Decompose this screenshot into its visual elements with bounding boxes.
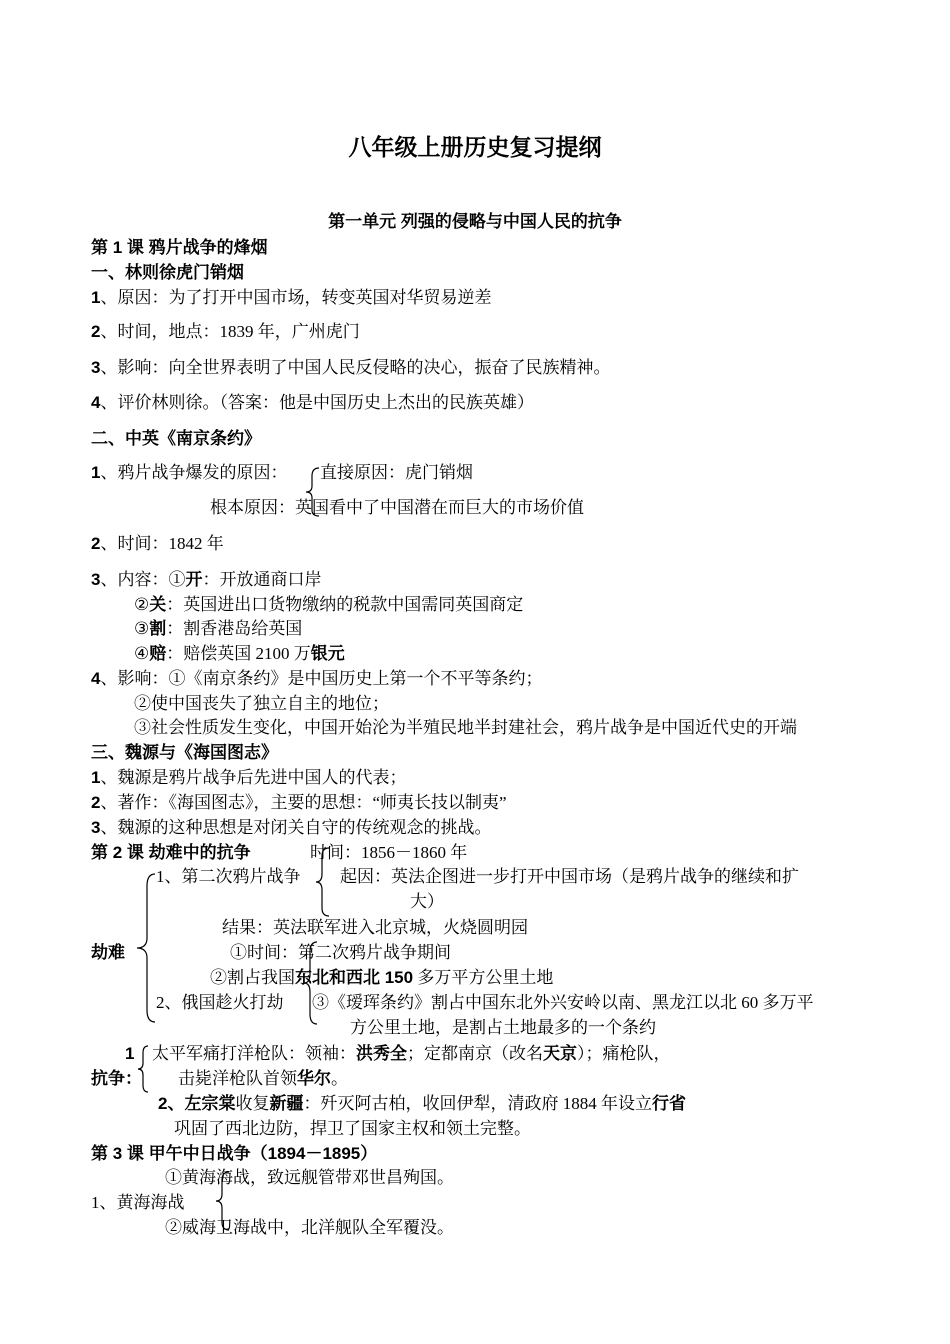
russia-label: 2、俄国趁火打劫 [156,993,284,1012]
taiping-line: 太平军痛打洋枪队：领袖：洪秀全；定都南京（改名天京）；痛枪队， [152,1044,671,1063]
brace-icon [301,940,321,1026]
content-item: ③割：割香港岛给英国 [134,619,303,638]
zuo-line-cont: 巩固了西北边防，捍卫了国家主权和领土完整。 [174,1119,531,1138]
content-item: ④赔：赔偿英国 2100 万银元 [134,644,345,663]
cause-root: 根本原因：英国看中了中国潜在而巨大的市场价值 [210,498,584,517]
time-item: 2、时间：1842 年 [91,534,224,553]
war2-time: 时间：1856－1860 年 [310,843,468,862]
yellow-sea-item: ①黄海海战，致远舰管带邓世昌殉国。 [165,1168,454,1187]
content-item: 3、内容：①开：开放通商口岸 [91,570,322,589]
russia-time: ①时间：第二次鸦片战争期间 [230,943,451,962]
russia-treaty-cont: 方公里土地，是割占土地最多的一个条约 [350,1018,656,1037]
war2-label: 1、第二次鸦片战争 [156,867,301,886]
impact-item: ③社会性质发生变化，中国开始沦为半殖民地半封建社会，鸦片战争是中国近代史的开端 [134,718,797,737]
list-item: 2、时间，地点：1839 年，广州虎门 [91,322,360,341]
russia-land: ②割占我国东北和西北 150 多万平方公里土地 [210,968,554,987]
impact-item: ②使中国丧失了独立自主的地位； [134,694,389,713]
yellow-sea-label: 1、黄海海战 [91,1193,185,1212]
war2-result: 结果：英法联军进入北京城，火烧圆明园 [222,918,528,937]
resist-num: 1 [125,1044,135,1063]
section-heading: 二、中英《南京条约》 [91,429,261,448]
disaster-label: 劫难 [91,943,125,962]
war2-cause: 起因：英法企图进一步打开中国市场（是鸦片战争的继续和扩 [340,867,799,886]
resist-label: 抗争： [91,1069,142,1088]
unit-heading: 第一单元 列强的侵略与中国人民的抗争 [328,212,622,231]
impact-item: 4、影响：①《南京条约》是中国历史上第一个不平等条约； [91,669,543,688]
content-item: ②关：英国进出口货物缴纳的税款中国需同英国商定 [134,595,524,614]
list-item: 2、著作：《海国图志》，主要的思想：“师夷长技以制夷” [91,793,507,812]
section-heading: 三、魏源与《海国图志》 [91,743,278,762]
section-heading: 一、林则徐虎门销烟 [91,263,244,282]
war2-cause-cont: 大） [410,892,444,911]
list-item: 4、评价林则徐。（答案：他是中国历史上杰出的民族英雄） [91,393,534,412]
list-item: 1、原因：为了打开中国市场，转变英国对华贸易逆差 [91,288,492,307]
weihai-item: ②威海卫海战中，北洋舰队全军覆没。 [165,1218,454,1237]
lesson-2-heading: 第 2 课 劫难中的抗争 [91,843,251,862]
russia-treaty: ③《瑷珲条约》割占中国东北外兴安岭以南、黑龙江以北 60 多万平 [312,993,814,1012]
lesson-3-heading: 第 3 课 甲午中日战争（1894－1895） [91,1144,378,1163]
cause-direct: 直接原因：虎门销烟 [320,463,473,482]
brace-icon [313,846,333,918]
taiping-line-cont: 击毙洋枪队首领华尔。 [178,1069,348,1088]
lesson-1-heading: 第 1 课 鸦片战争的烽烟 [91,238,268,257]
zuo-line: 2、左宗棠收复新疆：歼灭阿古柏，收回伊犁，清政府 1884 年设立行省 [158,1094,686,1113]
list-item: 3、魏源的这种思想是对闭关自守的传统观念的挑战。 [91,818,492,837]
list-item: 3、影响：向全世界表明了中国人民反侵略的决心，振奋了民族精神。 [91,358,611,377]
page-title: 八年级上册历史复习提纲 [348,134,602,160]
cause-label: 1、鸦片战争爆发的原因： [91,463,288,482]
list-item: 1、魏源是鸦片战争后先进中国人的代表； [91,768,407,787]
